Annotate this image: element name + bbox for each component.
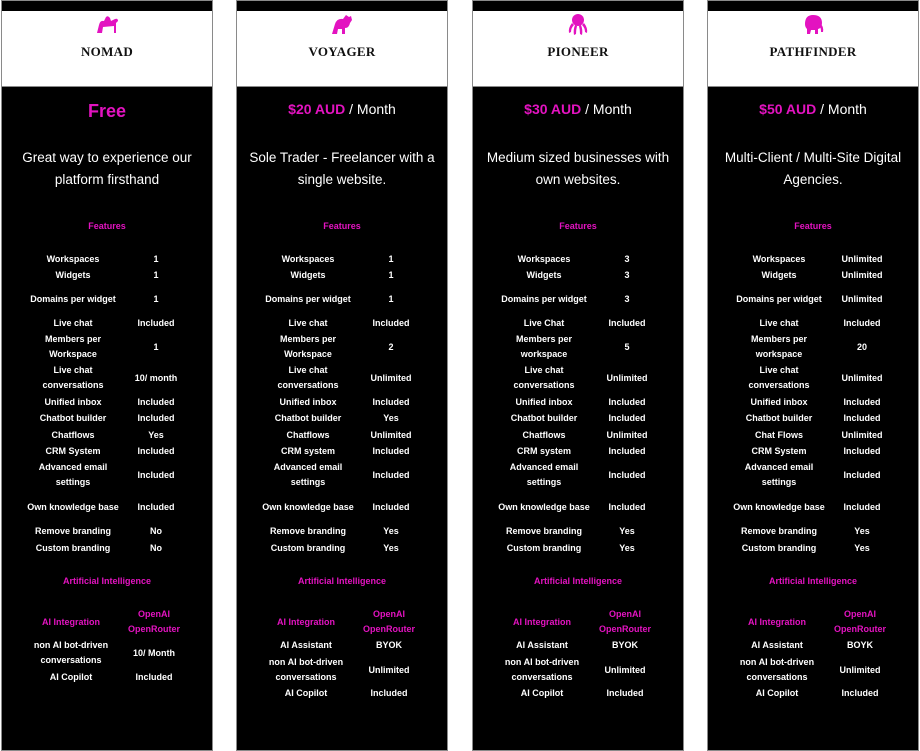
feature-row [237, 252, 447, 267]
price-period: / Month [820, 101, 867, 117]
plan-name: VOYAGER [308, 44, 376, 59]
feature-label: Remove branding [505, 526, 582, 536]
feature-row [237, 268, 447, 283]
feature-row [2, 252, 212, 267]
ai-integration-value: OpenAI OpenRouter [833, 609, 886, 634]
feature-value: Included [137, 501, 175, 512]
ai-heading: Artificial Intelligence [297, 576, 387, 586]
feature-label: Members per Workspace [44, 334, 102, 359]
feature-label: Live chat conversations [513, 365, 575, 390]
feature-value: Unlimited [841, 372, 883, 383]
feature-row [237, 541, 447, 556]
feature-value: Yes [854, 526, 870, 536]
camel-icon [94, 11, 120, 37]
feature-row [473, 492, 683, 522]
feature-label: Advanced email settings [38, 462, 108, 487]
feature-value: Included [372, 397, 410, 407]
ai-feature-row [708, 638, 918, 653]
feature-row [2, 316, 212, 331]
feature-value: 10/ month [134, 372, 178, 383]
feature-label: Chatbot builder [510, 413, 578, 423]
plan-price [2, 101, 212, 122]
feature-label: Advanced email settings [273, 462, 343, 487]
feature-row [473, 268, 683, 283]
feature-row [708, 428, 918, 443]
feature-label: CRM system [280, 446, 336, 456]
feature-value: Included [372, 501, 410, 512]
feature-row [708, 492, 918, 522]
feature-row [708, 316, 918, 331]
feature-value: Included [608, 469, 646, 480]
feature-label: Unified inbox [44, 397, 102, 407]
feature-row [708, 284, 918, 314]
feature-value: Included [608, 446, 646, 456]
feature-label: CRM System [751, 446, 807, 456]
ai-feature-label: AI Copilot [284, 688, 328, 698]
feature-value: Included [372, 469, 410, 480]
feature-row [473, 363, 683, 393]
ai-feature-value: Unlimited [368, 664, 410, 675]
bear-icon [329, 11, 355, 37]
feature-label: Widgets [55, 270, 91, 280]
feature-row [2, 395, 212, 410]
feature-label: Live chat conversations [748, 365, 810, 390]
feature-label: Widgets [290, 270, 326, 280]
ai-feature-value: Unlimited [839, 664, 881, 675]
feature-label: Domains per widget [30, 293, 116, 304]
feature-row [2, 428, 212, 443]
feature-label: Own knowledge base [733, 501, 825, 512]
feature-value: 1 [153, 293, 159, 304]
feature-label: Live chat conversations [42, 365, 104, 390]
feature-row [2, 541, 212, 556]
feature-row [473, 332, 683, 362]
feature-value: Included [137, 469, 175, 480]
feature-label: Own knowledge base [27, 501, 119, 512]
ai-feature-value: Included [135, 672, 173, 682]
ai-feature-value: Unlimited [604, 664, 646, 675]
feature-value: Yes [148, 430, 164, 440]
feature-value: Included [137, 397, 175, 407]
plan-description: Medium sized businesses with own websites. [486, 150, 670, 187]
feature-value: 3 [624, 293, 630, 304]
feature-label: Chatbot builder [274, 413, 342, 423]
feature-row [237, 363, 447, 393]
ai-feature-row [237, 655, 447, 685]
plan-description: Multi-Client / Multi-Site Digital Agencies. [724, 150, 902, 187]
feature-label: Custom branding [35, 543, 111, 553]
feature-row [708, 252, 918, 267]
feature-value: Unlimited [606, 430, 648, 440]
feature-value: Included [608, 413, 646, 423]
feature-row [2, 460, 212, 490]
feature-row [2, 363, 212, 393]
price-amount: $50 AUD [759, 101, 817, 117]
feature-row [708, 444, 918, 459]
ai-feature-label: AI Copilot [520, 688, 564, 698]
feature-label: Unified inbox [515, 397, 573, 407]
features-heading: Features [794, 221, 832, 231]
ai-feature-label: AI Assistant [280, 640, 332, 650]
feature-label: Live Chat [523, 318, 565, 328]
ai-feature-label: AI Copilot [755, 688, 799, 698]
feature-value: 1 [153, 270, 159, 280]
features-heading: Features [323, 221, 361, 231]
plan-price [473, 101, 683, 117]
feature-value: 1 [388, 254, 394, 264]
feature-label: Custom branding [741, 543, 817, 553]
ai-integration-label: AI Integration [748, 616, 806, 627]
feature-value: Unlimited [370, 372, 412, 383]
feature-row [237, 395, 447, 410]
feature-row [473, 395, 683, 410]
feature-label: Own knowledge base [498, 501, 590, 512]
feature-row [708, 524, 918, 539]
feature-row [708, 541, 918, 556]
feature-label: CRM System [45, 446, 101, 456]
feature-label: Chatbot builder [745, 413, 813, 423]
feature-label: Workspaces [752, 254, 806, 264]
plan-name: PIONEER [547, 44, 609, 59]
feature-row [473, 316, 683, 331]
feature-value: Included [843, 469, 881, 480]
feature-row [2, 492, 212, 522]
ai-feature-row [237, 638, 447, 653]
feature-row [473, 460, 683, 490]
feature-value: No [150, 543, 162, 553]
feature-row [2, 524, 212, 539]
ai-integration-value: OpenAI OpenRouter [362, 609, 415, 634]
ai-integration-value: OpenAI OpenRouter [598, 609, 651, 634]
plan-header [2, 11, 212, 87]
feature-row [473, 541, 683, 556]
ai-feature-value: BYOK [611, 640, 638, 650]
feature-value: Yes [619, 526, 635, 536]
feature-row [237, 332, 447, 362]
feature-value: 1 [153, 341, 159, 352]
ai-feature-row [237, 686, 447, 701]
feature-label: Remove branding [269, 526, 346, 536]
elephant-icon [800, 11, 826, 37]
feature-value: Yes [854, 543, 870, 553]
ai-feature-label: non AI bot-driven conversations [504, 657, 580, 682]
feature-row [473, 524, 683, 539]
feature-label: Members per workspace [750, 334, 808, 359]
feature-label: CRM system [516, 446, 572, 456]
octopus-icon [565, 11, 591, 37]
feature-value: Yes [383, 413, 399, 423]
price-amount: $30 AUD [524, 101, 582, 117]
feature-value: 1 [153, 254, 159, 264]
feature-row [2, 332, 212, 362]
feature-value: Unlimited [841, 293, 883, 304]
feature-value: Included [137, 318, 175, 328]
feature-label: Chatbot builder [39, 413, 107, 423]
feature-value: Included [608, 318, 646, 328]
feature-label: Domains per widget [265, 293, 351, 304]
feature-row [708, 411, 918, 426]
plan-card-voyager [236, 0, 448, 751]
feature-row [2, 268, 212, 283]
feature-label: Remove branding [34, 526, 111, 536]
ai-heading: Artificial Intelligence [62, 576, 152, 586]
feature-value: Included [137, 413, 175, 423]
plan-description: Sole Trader - Freelancer with a single website. [249, 150, 435, 187]
feature-label: Own knowledge base [262, 501, 354, 512]
feature-label: Workspaces [46, 254, 100, 264]
feature-row [473, 284, 683, 314]
feature-row [2, 284, 212, 314]
feature-label: Chatflows [51, 430, 95, 440]
feature-label: Members per workspace [515, 334, 573, 359]
ai-feature-value: BYOK [375, 640, 402, 650]
feature-value: 3 [624, 254, 630, 264]
feature-label: Chat Flows [754, 430, 803, 440]
features-heading: Features [88, 221, 126, 231]
feature-label: Live chat [288, 318, 328, 328]
feature-label: Chatflows [522, 430, 566, 440]
price-period: / Month [349, 101, 396, 117]
feature-value: Included [843, 446, 881, 456]
ai-heading: Artificial Intelligence [533, 576, 623, 586]
feature-value: Unlimited [841, 430, 883, 440]
ai-integration-row [708, 607, 918, 637]
feature-value: Included [608, 501, 646, 512]
feature-value: Yes [383, 543, 399, 553]
ai-integration-row [2, 607, 212, 637]
feature-row [237, 460, 447, 490]
feature-row [708, 332, 918, 362]
ai-heading: Artificial Intelligence [768, 576, 858, 586]
feature-value: 5 [624, 341, 630, 352]
feature-value: Included [137, 446, 175, 456]
plan-header [237, 11, 447, 87]
price-amount: Free [87, 101, 127, 121]
feature-row [708, 395, 918, 410]
feature-row [473, 252, 683, 267]
feature-row [2, 411, 212, 426]
plan-card-pathfinder [707, 0, 919, 751]
plan-price [708, 101, 918, 117]
ai-feature-label: AI Assistant [751, 640, 803, 650]
ai-feature-label: non AI bot-driven conversations [739, 657, 815, 682]
plan-card-nomad [1, 0, 213, 751]
feature-row [237, 284, 447, 314]
feature-row [237, 411, 447, 426]
ai-integration-label: AI Integration [277, 616, 335, 627]
plan-name: PATHFINDER [769, 44, 857, 59]
feature-value: Included [843, 397, 881, 407]
feature-value: Included [372, 318, 410, 328]
feature-value: 20 [856, 341, 867, 352]
feature-label: Remove branding [740, 526, 817, 536]
feature-row [237, 492, 447, 522]
feature-value: 1 [388, 293, 394, 304]
ai-feature-row [708, 686, 918, 701]
ai-integration-label: AI Integration [42, 616, 100, 627]
ai-feature-row [473, 638, 683, 653]
feature-value: Yes [619, 543, 635, 553]
feature-value: Included [843, 501, 881, 512]
feature-label: Custom branding [506, 543, 582, 553]
ai-feature-row [2, 670, 212, 685]
feature-row [237, 524, 447, 539]
feature-label: Live chat conversations [277, 365, 339, 390]
plan-description: Great way to experience our platform firsthand [22, 150, 192, 187]
price-amount: $20 AUD [288, 101, 346, 117]
feature-label: Members per Workspace [279, 334, 337, 359]
ai-feature-row [2, 638, 212, 668]
feature-value: Unlimited [841, 254, 883, 264]
ai-integration-value: OpenAI OpenRouter [127, 609, 180, 634]
feature-label: Widgets [526, 270, 562, 280]
feature-value: Included [608, 397, 646, 407]
ai-feature-label: AI Copilot [49, 672, 93, 682]
ai-integration-label: AI Integration [513, 616, 571, 627]
ai-feature-label: non AI bot-driven conversations [268, 657, 344, 682]
feature-row [708, 460, 918, 490]
feature-row [237, 444, 447, 459]
feature-row [237, 428, 447, 443]
feature-value: 3 [624, 270, 630, 280]
feature-value: No [150, 526, 162, 536]
ai-feature-label: non AI bot-driven conversations [33, 640, 109, 665]
plan-header [708, 11, 918, 87]
feature-label: Advanced email settings [744, 462, 814, 487]
feature-label: Live chat [53, 318, 93, 328]
feature-label: Custom branding [270, 543, 346, 553]
plan-name: NOMAD [80, 44, 134, 59]
feature-value: 2 [388, 341, 394, 352]
feature-label: Unified inbox [279, 397, 337, 407]
feature-row [2, 444, 212, 459]
feature-row [473, 428, 683, 443]
feature-value: Unlimited [606, 372, 648, 383]
plan-card-pioneer [472, 0, 684, 751]
feature-label: Live chat [759, 318, 799, 328]
feature-label: Workspaces [517, 254, 571, 264]
feature-value: Included [843, 413, 881, 423]
feature-label: Chatflows [286, 430, 330, 440]
feature-value: Included [843, 318, 881, 328]
feature-label: Workspaces [281, 254, 335, 264]
feature-row [237, 316, 447, 331]
ai-feature-label: AI Assistant [516, 640, 568, 650]
feature-label: Domains per widget [501, 293, 587, 304]
plan-header [473, 11, 683, 87]
ai-feature-value: 10/ Month [133, 647, 175, 658]
feature-row [473, 411, 683, 426]
ai-feature-value: Included [370, 688, 408, 698]
feature-label: Domains per widget [736, 293, 822, 304]
ai-integration-row [237, 607, 447, 637]
feature-row [708, 363, 918, 393]
ai-feature-value: Included [841, 688, 879, 698]
feature-value: Included [372, 446, 410, 456]
feature-value: Unlimited [370, 430, 412, 440]
ai-feature-row [473, 686, 683, 701]
ai-feature-row [708, 655, 918, 685]
plan-price [237, 101, 447, 117]
features-heading: Features [559, 221, 597, 231]
feature-label: Unified inbox [750, 397, 808, 407]
ai-feature-row [473, 655, 683, 685]
feature-value: 1 [388, 270, 394, 280]
price-period: / Month [585, 101, 632, 117]
ai-integration-row [473, 607, 683, 637]
feature-value: Yes [383, 526, 399, 536]
feature-row [473, 444, 683, 459]
ai-feature-value: Included [606, 688, 644, 698]
feature-label: Widgets [761, 270, 797, 280]
feature-value: Unlimited [841, 270, 883, 280]
ai-feature-value: BOYK [846, 640, 873, 650]
feature-row [708, 268, 918, 283]
feature-label: Advanced email settings [509, 462, 579, 487]
